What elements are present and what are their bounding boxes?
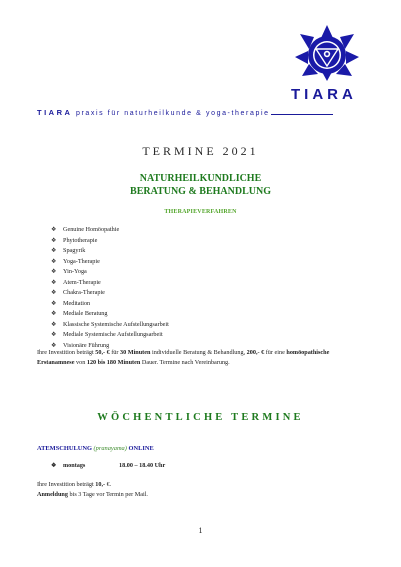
diamond-bullet-icon: ❖ [51, 290, 57, 296]
diamond-bullet-icon: ❖ [51, 332, 57, 338]
tagline-text: praxis für naturheilkunde & yoga-therapie [75, 110, 270, 117]
diamond-bullet-icon: ❖ [51, 227, 57, 233]
list-item: ❖ Yin-Yoga [51, 267, 169, 278]
weekly-registration: Anmeldung bis 3 Tage vor Termin per Mail. [37, 490, 148, 498]
list-item: ❖ Atem-Therapie [51, 278, 169, 289]
diamond-bullet-icon: ❖ [51, 279, 57, 286]
list-item: ❖ Mediale Systemische Aufstellungsarbeit [51, 330, 169, 341]
section-heading [0, 172, 401, 198]
diamond-bullet-icon: ❖ [51, 342, 57, 349]
diamond-bullet-icon: ❖ [51, 237, 57, 244]
weekly-investment [37, 480, 148, 499]
section-subheading: THERAPIEVERFAHREN [164, 209, 237, 215]
tagline [37, 108, 361, 117]
investment-paragraph: Ihre Investition beträgt 50,- € für 30 Minuten individuelle Beratung & Behandlung, 200,- € für eine homöopathische Erstanamnese von 120 bis 180 Minuten Dauer. Termine nach Vereinbarung. [37, 349, 330, 366]
schedule-item [51, 462, 165, 469]
schedule-time: 18.00 – 18.40 Uhr [119, 462, 166, 469]
lotus-chakra-icon [294, 24, 360, 82]
page-title: TERMINE 2021 [142, 144, 259, 158]
list-item: ❖ Klassische Systemische Aufstellungsarbeit [51, 320, 169, 331]
weekly-heading: WÖCHENTLICHE TERMINE [97, 412, 304, 423]
page-number: 1 [198, 526, 203, 535]
list-item: ❖ Phytotherapie [51, 236, 169, 247]
diamond-bullet-icon: ❖ [51, 311, 57, 317]
brand-name: TIARA [291, 86, 357, 103]
diamond-bullet-icon: ❖ [51, 463, 57, 469]
diamond-bullet-icon: ❖ [51, 258, 57, 265]
tagline-brand: TIARA [37, 108, 73, 117]
list-item: ❖ Chakra-Therapie [51, 288, 169, 299]
diamond-bullet-icon: ❖ [51, 321, 57, 328]
weekly-price: Ihre Investition beträgt 10,- €. [37, 481, 112, 488]
list-item: ❖ Mediale Beratung [51, 309, 169, 320]
schedule-day: montags [63, 462, 86, 469]
tagline-underline [271, 114, 333, 115]
list-item: ❖ Spagyrik [51, 246, 169, 257]
diamond-bullet-icon: ❖ [51, 300, 57, 307]
list-item: ❖ Genuine Homöopathie [51, 225, 169, 236]
section-heading-line1: NATURHEILKUNDLICHE [139, 173, 262, 184]
therapy-list [51, 225, 169, 351]
section-heading-line2: BERATUNG & BEHANDLUNG [130, 186, 271, 197]
list-item: ❖ Yoga-Therapie [51, 257, 169, 268]
event-title: ATEMSCHULUNG (pranayama) ONLINE [37, 445, 154, 452]
list-item: ❖ Visionäre Führung [51, 341, 169, 352]
diamond-bullet-icon: ❖ [51, 269, 57, 275]
list-item: ❖ Meditation [51, 299, 169, 310]
diamond-bullet-icon: ❖ [51, 248, 57, 254]
